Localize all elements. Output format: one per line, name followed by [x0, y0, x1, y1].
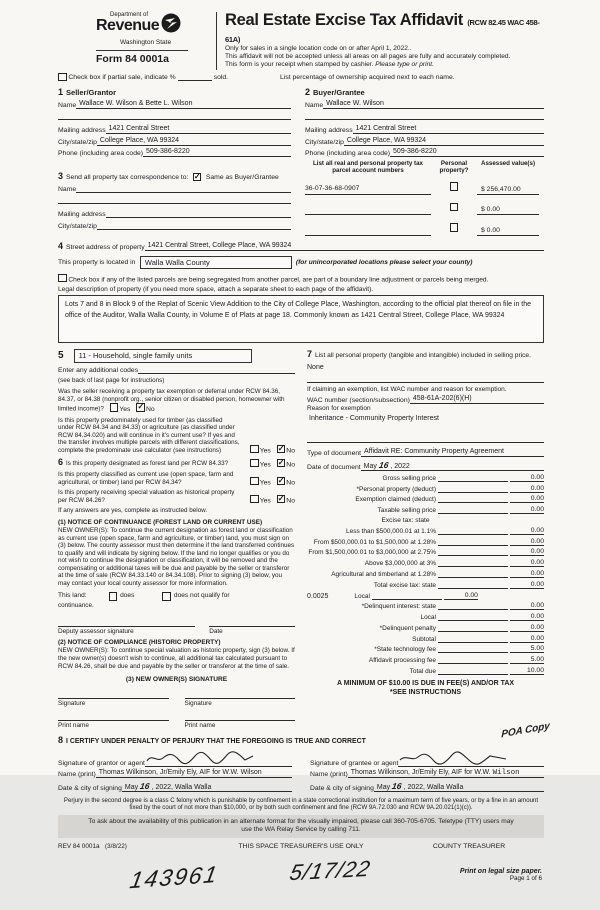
money-value-field[interactable]: 0.00 [510, 548, 544, 556]
grantor-signature-field[interactable] [145, 748, 292, 767]
sign-day-handwritten: 16 [391, 780, 403, 791]
type-of-document-field[interactable]: Affidavit RE: Community Property Agreement [361, 448, 544, 457]
date-of-document-field[interactable] [361, 460, 544, 471]
new-owner-printname-field-1[interactable] [58, 711, 169, 721]
seller-city-field[interactable]: College Place, WA 99324 [97, 137, 291, 146]
seller-phone-field[interactable]: 509-386-8220 [143, 148, 291, 157]
grantee-date-label: Date & city of signing [310, 784, 374, 792]
doc-date-month: May [363, 462, 377, 470]
excise-tax-state-header: Excise tax: state [381, 517, 430, 525]
street-address-label: Street address of property [66, 243, 145, 251]
parcel-table-header [305, 160, 544, 174]
timber-yes-checkbox[interactable] [250, 445, 259, 454]
agency-name: Revenue [96, 17, 160, 34]
accessibility-notice: To ask about the availability of this publication in an alternate format for the visually impaired, please call 360-705-6705. Teletype (TTY) users may use the WA Relay Service by calling 711. [58, 815, 544, 838]
money-value-field[interactable]: 0.00 [444, 592, 478, 600]
located-in-label: This property is located in [58, 258, 136, 266]
additional-codes-field[interactable] [138, 365, 295, 374]
grantee-signature-scribble [398, 752, 508, 764]
grantor-date-field[interactable] [122, 781, 292, 792]
minimum-due-note: A MINIMUM OF $10.00 IS DUE IN FEE(S) AND/OR TAX [336, 680, 515, 688]
money-value-field[interactable]: 0.00 [510, 581, 544, 589]
buyer-name2-field[interactable] [305, 111, 544, 120]
land-does-not-checkbox[interactable] [162, 592, 171, 601]
parcel-number-field[interactable] [305, 205, 431, 215]
personal-property-value[interactable]: None [307, 363, 324, 371]
money-value-field[interactable]: 0.00 [510, 495, 544, 503]
notice2-title: (2) NOTICE OF COMPLIANCE (HISTORIC PROPERTY) [58, 639, 221, 647]
parcel-number-field[interactable]: 36-07-36-68-0907 [305, 185, 431, 195]
currentuse-yes-checkbox[interactable] [250, 477, 259, 486]
grantee-name-print-label: Name (print) [310, 771, 348, 779]
deputy-date-label: Date [209, 628, 223, 636]
money-value-field[interactable]: 0.00 [510, 570, 544, 578]
timber-no-checkbox[interactable] [277, 445, 286, 454]
dept-of-label: Department of [110, 12, 149, 18]
corr-mailing-label: Mailing address [58, 211, 106, 219]
money-label: From $500,000.01 to $1,500,000 at 1.28% [313, 538, 436, 546]
personal-property-line[interactable] [307, 374, 544, 383]
money-value-field[interactable]: 0.00 [510, 474, 544, 482]
does-not-label: does not qualify for [173, 592, 230, 600]
instructions-note: (see back of last page for instructions) [58, 377, 165, 385]
yes-label: Yes [259, 461, 271, 469]
money-label: Affidavit processing fee [368, 657, 436, 665]
signature-label: Signature [184, 700, 212, 708]
no-label: No [286, 479, 295, 487]
print-name-label: Print name [184, 722, 216, 730]
sign-month: May [376, 783, 391, 791]
grantee-signature-field[interactable] [398, 748, 544, 767]
new-owner-printname-field-2[interactable] [185, 711, 296, 721]
reason-exemption-label: Reason for exemption [307, 404, 371, 412]
grantor-signature-label: Signature of grantor or agent [58, 759, 145, 767]
money-label: Agricultural and timberland at 1.28% [331, 570, 436, 578]
parcel-assessed-field[interactable]: $ 0.00 [477, 227, 539, 236]
section4-number: 4 [58, 240, 64, 251]
grantor-name-print-field[interactable]: Thomas Wilkinson, Jr/Emily Ely, AIF for W.W. Wilson [96, 769, 292, 778]
money-label: Total due [409, 668, 436, 676]
yes-label: Yes [259, 497, 271, 505]
header-note-2: This affidavit will not be accepted unless all areas on all pages are fully and accurately completed. [225, 53, 511, 61]
poa-handwritten-note: POA Copy [501, 720, 550, 741]
parcel-personal-checkbox[interactable] [450, 203, 459, 212]
wac-number-field[interactable]: 458-61A-202(6)(H) [410, 395, 544, 404]
grantor-signature-scribble [145, 752, 255, 764]
this-land-label: This land: [58, 592, 87, 600]
question-historical: Is this property receiving special valuation as historical property per RCW 84.26? [58, 489, 235, 504]
forest-no-checkbox[interactable] [277, 459, 286, 468]
buyer-city-label: City/state/zip [305, 138, 344, 146]
corr-name2-field[interactable] [58, 195, 291, 204]
new-owner-signature-field-2[interactable] [185, 689, 296, 699]
grantee-name-typed: Wilson [492, 769, 520, 778]
money-value-field[interactable]: 0.00 [510, 506, 544, 514]
seller-mailing-field[interactable]: 1421 Central Street [106, 125, 291, 134]
county-note: (for unincorporated locations please select your county) [295, 258, 473, 266]
money-value-field[interactable]: 10.00 [510, 667, 544, 675]
section7-number: 7 [307, 348, 313, 359]
sign-rest: , 2022, Walla Walla [151, 783, 212, 791]
buyer-phone-label: Phone (including area code) [305, 150, 391, 158]
handwritten-receipt-number: 143961 [127, 860, 222, 894]
street-address-field[interactable]: 1421 Central Street, College Place, WA 99324 [145, 242, 378, 251]
money-label: *Delinquent penalty [379, 624, 436, 632]
print-name-label: Print name [58, 722, 89, 730]
header-note-3-italic: Please type or print. [375, 61, 434, 69]
question-currentuse: Is this property classified as current use (open space, farm and agricultural, or timber) land per RCW 84.34? [58, 471, 234, 486]
parcel-assessed-field[interactable]: $ 256,470.00 [477, 186, 539, 195]
money-label: *Delinquent interest: state [361, 603, 436, 611]
land-use-code-select[interactable]: 11 - Household, single family units [74, 349, 252, 363]
exemption-yes-checkbox[interactable] [110, 403, 119, 412]
form-title: Real Estate Excise Tax Affidavit [225, 11, 464, 29]
doc-date-rest: , 2022 [390, 462, 410, 470]
county-select[interactable]: Walla Walla County [140, 256, 292, 269]
sign-month: May [124, 783, 139, 791]
sign-rest: , 2022, Walla Walla [403, 783, 464, 791]
money-label: *Personal property (deduct) [356, 485, 436, 493]
buyer-mailing-field[interactable]: 1421 Central Street [353, 125, 544, 134]
seller-phone-label: Phone (including area code) [58, 150, 144, 158]
partial-sale-percent-field[interactable] [178, 80, 212, 81]
grantor-name-print-label: Name (print) [58, 771, 96, 779]
see-instructions-note: *SEE INSTRUCTIONS [389, 689, 462, 697]
seller-mailing-label: Mailing address [58, 127, 106, 135]
money-value-field[interactable]: 5.00 [510, 656, 544, 664]
grantee-name: Thomas Wilkinson, Jr/Emily Ely, AIF for W.W. [350, 769, 491, 777]
money-value-field[interactable]: 0.00 [510, 635, 544, 643]
page-number: Page 1 of 6 [509, 874, 542, 882]
section7-label: List all personal property (tangible and intangible) included in selling price. [315, 351, 531, 359]
money-label: Local [420, 614, 436, 622]
grantee-name-print-field[interactable] [348, 769, 544, 778]
no-label: No [286, 447, 295, 455]
additional-codes-label: Enter any additional codes [58, 367, 139, 375]
legal-description-label: Legal description of property (if you need more space, attach a separate sheet to each page of the affidavit). [58, 285, 374, 293]
parcel-col-numbers: List all real and personal property tax parcel account numbers [312, 160, 424, 175]
notice1-title: (1) NOTICE OF CONTINUANCE (FOREST LAND OR CURRENT USE) [58, 519, 263, 527]
grantee-date-field[interactable] [374, 781, 544, 792]
form-header [58, 12, 544, 70]
handwritten-receipt-date: 5/17/22 [287, 855, 373, 886]
yes-label: Yes [259, 479, 271, 487]
seller-name-label: Name [58, 101, 77, 109]
section3-title: Send all property tax correspondence to: [66, 174, 189, 182]
segregated-note: Check box if any of the listed parcels are being segregated from another parcel, are part of a boundary line adjustment or parcels being merged. [68, 276, 489, 284]
parcel-number-field[interactable] [305, 226, 431, 236]
money-value-field[interactable]: 0.00 [510, 527, 544, 535]
no-label: No [286, 497, 295, 505]
buyer-name-label: Name [305, 101, 324, 109]
deputy-assessor-signature-field[interactable] [58, 617, 195, 627]
section2-number: 2 [305, 87, 311, 98]
money-label: Above $3,000,000 at 3% [364, 560, 436, 568]
yes-label: Yes [259, 447, 271, 455]
county-treasurer-label: COUNTY TREASURER [432, 842, 506, 850]
parcel-row [305, 218, 544, 236]
section1-title: Seller/Grantor [66, 88, 117, 98]
continuance-label: continuance. [58, 601, 94, 609]
partial-sale-checkbox[interactable] [58, 73, 67, 82]
header-note-1: Only for sales in a single location code on or after April 1, 2022.. [225, 45, 412, 52]
money-label: Less than $500,000.01 at 1.1% [346, 527, 436, 535]
new-owner-signature-field-1[interactable] [58, 689, 169, 699]
parcel-row [305, 177, 544, 195]
signature-label: Signature [58, 700, 86, 708]
rev-form-date: (3/8/22) [104, 842, 127, 850]
partial-sale-label: Check box if partial sale, indicate % [68, 74, 176, 82]
money-label: Subtotal [412, 635, 436, 643]
legal-description-box[interactable]: Lots 7 and 8 in Block 9 of the Replat of Scenic View Addition to the City of College Place, Washington, according to the official plat thereof on file in the office of the Auditor, Walla Walla County, in Volume E of Plats at page 18. Commonly known as 1421 Central Street, College Place, WA 99324 [58, 295, 544, 343]
notice2-body: NEW OWNER(S): To continue special valuation as historic property, sign (3) below. If the new owner(s) doesn't wish to continue, all additional tax calculated pursuant to RCW 84.26, shall be due and payable by the seller or transferor at the time of sale. [58, 647, 295, 670]
seller-city-label: City/state/zip [58, 138, 97, 146]
question-timber: Is this property predominately used for timber (as classified under RCW 84.34 and 84.33) or agriculture (as classified under RCW 84.34.020) and will continue in it's current use? If yes and the transfer involves multiple parcels with different classifications, complete the predominate use calculator (see instructions) [58, 416, 240, 454]
question-exemption: Was the seller receiving a property tax exemption or deferral under RCW 84.36, 84.37, or 84.38 (nonprofit org., senior citizen or disabled person, homeowner with limited income)? [58, 388, 285, 413]
type-of-document-label: Type of document [307, 450, 362, 458]
money-label: Taxable selling price [377, 507, 436, 515]
grantee-signature-label: Signature of grantee or agent [310, 759, 399, 767]
buyer-city-field[interactable]: College Place, WA 99324 [344, 137, 544, 146]
corr-name-label: Name [58, 185, 77, 193]
currentuse-no-checkbox[interactable] [277, 477, 286, 486]
section6-number: 6 [58, 457, 64, 468]
money-value-field[interactable]: 0.00 [510, 538, 544, 546]
seller-name2-field[interactable] [58, 111, 291, 120]
exemption-no-checkbox[interactable] [136, 403, 145, 412]
yes-label: Yes [119, 405, 131, 413]
historical-no-checkbox[interactable] [277, 495, 286, 504]
segregated-checkbox[interactable] [58, 274, 67, 283]
parcel-assessed-field[interactable]: $ 0.00 [477, 206, 539, 215]
parcel-row [305, 197, 544, 215]
does-label: does [120, 592, 135, 600]
money-value-field[interactable]: 0.00 [510, 602, 544, 610]
money-value-field[interactable]: 0.00 [510, 485, 544, 493]
notice3-title: (3) NEW OWNER(S) SIGNATURE [125, 676, 228, 684]
money-label: Local [354, 592, 370, 600]
partial-sale-suffix: sold. [213, 74, 229, 82]
money-value-field[interactable]: 0.00 [510, 613, 544, 621]
buyer-mailing-label: Mailing address [305, 127, 353, 135]
date-of-document-label: Date of document [307, 463, 361, 471]
buyer-name-field[interactable]: Wallace W. Wilson [323, 100, 544, 109]
money-label: Total excise tax: state [373, 581, 436, 589]
buyer-phone-field[interactable]: 509-386-8220 [390, 148, 544, 157]
perjury-statement: Perjury in the second degree is a class C felony which is punishable by confinement in a state correctional institution for a maximum term of five years, or by a fine in an amount fixed by the court of not more than $10,000, or by both such confinement and fine (RCW 9A.72.030 and RCW 9A.20.021(1)(c)). [63, 796, 539, 812]
deputy-assessor-label: Deputy assessor signature [58, 628, 134, 636]
parcel-col-personal: Personal property? [439, 160, 469, 175]
grantor-date-label: Date & city of signing [58, 784, 122, 792]
sign-day-handwritten: 16 [139, 780, 151, 791]
money-label: *State technology fee [374, 646, 436, 654]
money-label: Gross selling price [382, 474, 436, 482]
treasurer-space-label: THIS SPACE TREASURER'S USE ONLY [238, 842, 364, 850]
money-label: Exemption claimed (deduct) [355, 496, 436, 504]
section2-title: Buyer/Grantee [313, 88, 365, 98]
land-does-checkbox[interactable] [109, 592, 118, 601]
parcel-personal-checkbox[interactable] [450, 223, 459, 232]
corr-mailing-field[interactable] [106, 209, 291, 218]
parcel-col-assessed: Assessed value(s) [481, 160, 535, 168]
revenue-logo [58, 12, 216, 70]
deputy-date-field[interactable] [209, 617, 295, 627]
historical-yes-checkbox[interactable] [250, 495, 259, 504]
corr-city-field[interactable] [97, 221, 291, 230]
local-rate-value: 0.0025 [307, 592, 329, 600]
section5-number: 5 [58, 350, 64, 362]
corr-city-label: City/state/zip [58, 222, 97, 230]
money-value-field[interactable]: 0.00 [510, 624, 544, 632]
exemption-claim-note: If claiming an exemption, list WAC number and reason for exemption. [307, 385, 507, 393]
no-label: No [286, 461, 295, 469]
print-legal-note: Print on legal size paper. [459, 867, 542, 875]
section1-number: 1 [58, 87, 64, 98]
same-as-buyer-checkbox[interactable] [193, 173, 202, 182]
street-address-extra-line[interactable] [378, 242, 544, 251]
form-title-rcw: (RCW 82.45 WAC 458-61A) [225, 18, 540, 44]
reason-line[interactable] [307, 434, 544, 443]
same-as-buyer-label: Same as Buyer/Grantee [205, 174, 279, 182]
rev-form-id: REV 84 0001a [58, 842, 100, 850]
ownership-note: List percentage of ownership acquired next to each name. [280, 74, 455, 82]
seller-name-field[interactable]: Wallace W. Wilson & Bette L. Wilson [76, 100, 291, 109]
money-label: From $1,500,000.01 to $3,000,000 at 2.75% [308, 549, 436, 557]
washington-state-label: Washington State [120, 39, 172, 46]
money-value-field[interactable]: 5.00 [510, 645, 544, 653]
wac-number-label: WAC number (section/subsection) [307, 396, 410, 404]
doc-date-day-handwritten: 16 [378, 459, 390, 470]
question-forest: Is this property designated as forest land per RCW 84.33? [66, 460, 229, 468]
parcel-personal-checkbox[interactable] [450, 182, 459, 191]
reason-exemption-value[interactable]: Inheritance - Community Property Interest [309, 415, 439, 423]
header-note-3: This form is your receipt when stamped by cashier. [225, 61, 374, 69]
money-value-field[interactable]: 0.00 [510, 559, 544, 567]
if-yes-note: If any answers are yes, complete as instructed below. [58, 507, 208, 515]
forest-yes-checkbox[interactable] [250, 459, 259, 468]
section3-number: 3 [58, 171, 64, 182]
section8-number: 8 [58, 735, 64, 746]
corr-name-field[interactable] [76, 184, 291, 193]
revenue-swoosh-icon [161, 13, 181, 38]
certify-statement: I CERTIFY UNDER PENALTY OF PERJURY THAT THE FOREGOING IS TRUE AND CORRECT [66, 738, 366, 746]
notice1-body: NEW OWNER(S): To continue the current designation as forest land or classification as current use (open space, farm and agriculture, or timber) land, you must sign on (3) below. The county assessor must then determine if the land transferred continues to qualify and will indicate by signing below. If the land no longer qualifies or you do not wish to continue the designation or classification, it will be removed and the compensating or additional taxes will be due and payable by the seller or transferor at the time of sale (RCW 84.33.140 or 84.34.108). Prior to signing (3) below, you may contact your local county assessor for more information. [58, 527, 295, 587]
form-number: Form 84 0001a [96, 50, 188, 65]
no-label: No [145, 405, 155, 413]
